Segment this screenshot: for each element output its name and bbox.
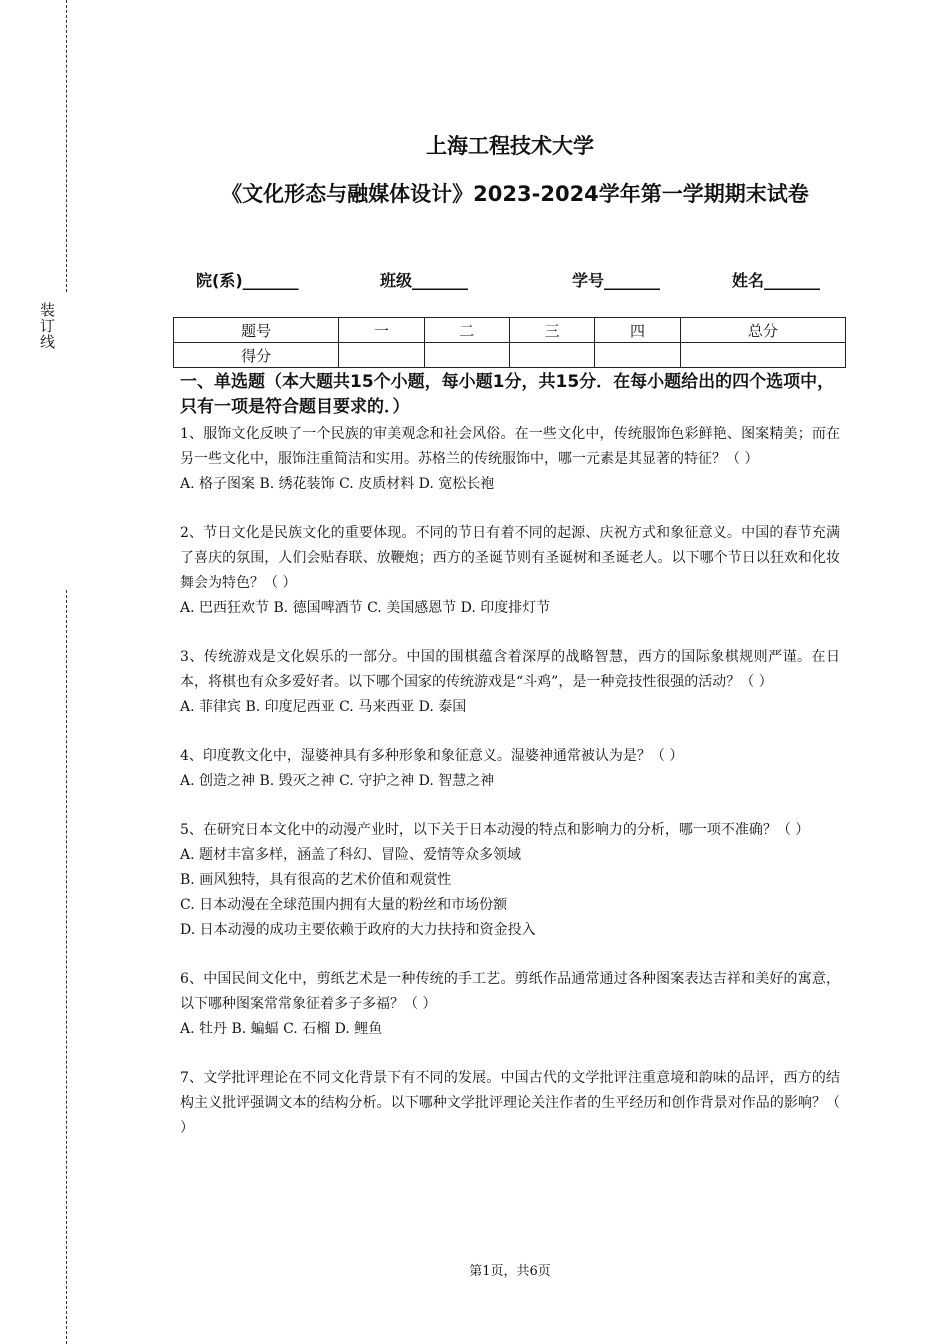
question-stem: 5、在研究日本文化中的动漫产业时，以下关于日本动漫的特点和影响力的分析，哪一项不准确？（ ） (180, 822, 810, 838)
name-field: 姓名_______ (732, 271, 821, 290)
department-field: 院(系)_______ (196, 271, 299, 290)
option-d: D. 日本动漫的成功主要依赖于政府的大力扶持和资金投入 (180, 922, 536, 938)
score-header-cell: 一 (339, 318, 424, 343)
question-5 (180, 818, 840, 943)
option-a: A. 题材丰富多样，涵盖了科幻、冒险、爱情等众多领域 (180, 847, 522, 863)
question-stem: 2、节日文化是民族文化的重要体现。不同的节日有着不同的起源、庆祝方式和象征意义。中国的春节充满了喜庆的氛围，人们会贴春联、放鞭炮；西方的圣诞节则有圣诞树和圣诞老人。以下哪个节日以狂欢和化妆舞会为特色？（ ） (180, 525, 840, 591)
score-cell (595, 343, 680, 368)
score-table-score-row (174, 343, 846, 368)
question-options: A. 菲律宾 B. 印度尼西亚 C. 马来西亚 D. 泰国 (180, 699, 467, 715)
university-title: 上海工程技术大学 (426, 134, 594, 158)
exam-content (180, 370, 840, 1165)
question-7 (180, 1066, 840, 1141)
student-id-field: 学号_______ (572, 271, 661, 290)
class-field: 班级_______ (380, 271, 469, 290)
question-6 (180, 967, 840, 1042)
section-title: 一、单选题（本大题共15个小题，每小题1分，共15分．在每小题给出的四个选项中，只有一项是符合题目要求的．） (180, 372, 835, 417)
exam-title: 《文化形态与融媒体设计》2023-2024学年第一学期期末试卷 (221, 182, 809, 206)
score-cell (339, 343, 424, 368)
binding-label: 装订线 (38, 302, 56, 350)
score-header-cell: 四 (595, 318, 680, 343)
question-options: A. 格子图案 B. 绣花装饰 C. 皮质材料 D. 宽松长袍 (180, 476, 495, 492)
question-4 (180, 744, 840, 794)
score-table-header-row (174, 318, 846, 343)
page-footer: 第1页，共6页 (469, 1264, 551, 1279)
question-1 (180, 422, 840, 497)
score-cell (424, 343, 509, 368)
question-stem: 6、中国民间文化中，剪纸艺术是一种传统的手工艺。剪纸作品通常通过各种图案表达吉祥和美好的寓意，以下哪种图案常常象征着多子多福？（ ） (180, 971, 840, 1012)
score-header-cell: 二 (424, 318, 509, 343)
question-options: A. 牡丹 B. 蝙蝠 C. 石榴 D. 鲤鱼 (180, 1021, 383, 1037)
option-c: C. 日本动漫在全球范围内拥有大量的粉丝和市场份额 (180, 897, 508, 913)
score-header-cell: 题号 (174, 318, 339, 343)
option-b: B. 画风独特，具有很高的艺术价值和观赏性 (180, 872, 452, 888)
score-cell (509, 343, 594, 368)
score-table (173, 317, 846, 368)
question-options: A. 创造之神 B. 毁灭之神 C. 守护之神 D. 智慧之神 (180, 773, 495, 789)
binding-dashed-line-bottom (66, 590, 67, 1344)
score-cell (680, 343, 845, 368)
question-stem: 4、印度教文化中，湿婆神具有多种形象和象征意义。湿婆神通常被认为是？（ ） (180, 748, 684, 764)
question-stem: 3、传统游戏是文化娱乐的一部分。中国的围棋蕴含着深厚的战略智慧，西方的国际象棋规则严谨。在日本，将棋也有众多爱好者。以下哪个国家的传统游戏是“斗鸡”，是一种竞技性很强的活动？（ ） (180, 649, 840, 690)
question-stem: 1、服饰文化反映了一个民族的审美观念和社会风俗。在一些文化中，传统服饰色彩鲜艳、图案精美；而在另一些文化中，服饰注重简洁和实用。苏格兰的传统服饰中，哪一元素是其显著的特征？（ ） (180, 426, 840, 467)
question-3 (180, 645, 840, 720)
question-stem: 7、文学批评理论在不同文化背景下有不同的发展。中国古代的文学批评注重意境和韵味的品评，西方的结构主义批评强调文本的结构分析。以下哪种文学批评理论关注作者的生平经历和创作背景对作品的影响？（ ） (180, 1070, 840, 1136)
score-row-label: 得分 (174, 343, 339, 368)
score-header-cell: 总分 (680, 318, 845, 343)
score-header-cell: 三 (509, 318, 594, 343)
question-2 (180, 521, 840, 621)
question-options: A. 巴西狂欢节 B. 德国啤酒节 C. 美国感恩节 D. 印度排灯节 (180, 600, 551, 616)
